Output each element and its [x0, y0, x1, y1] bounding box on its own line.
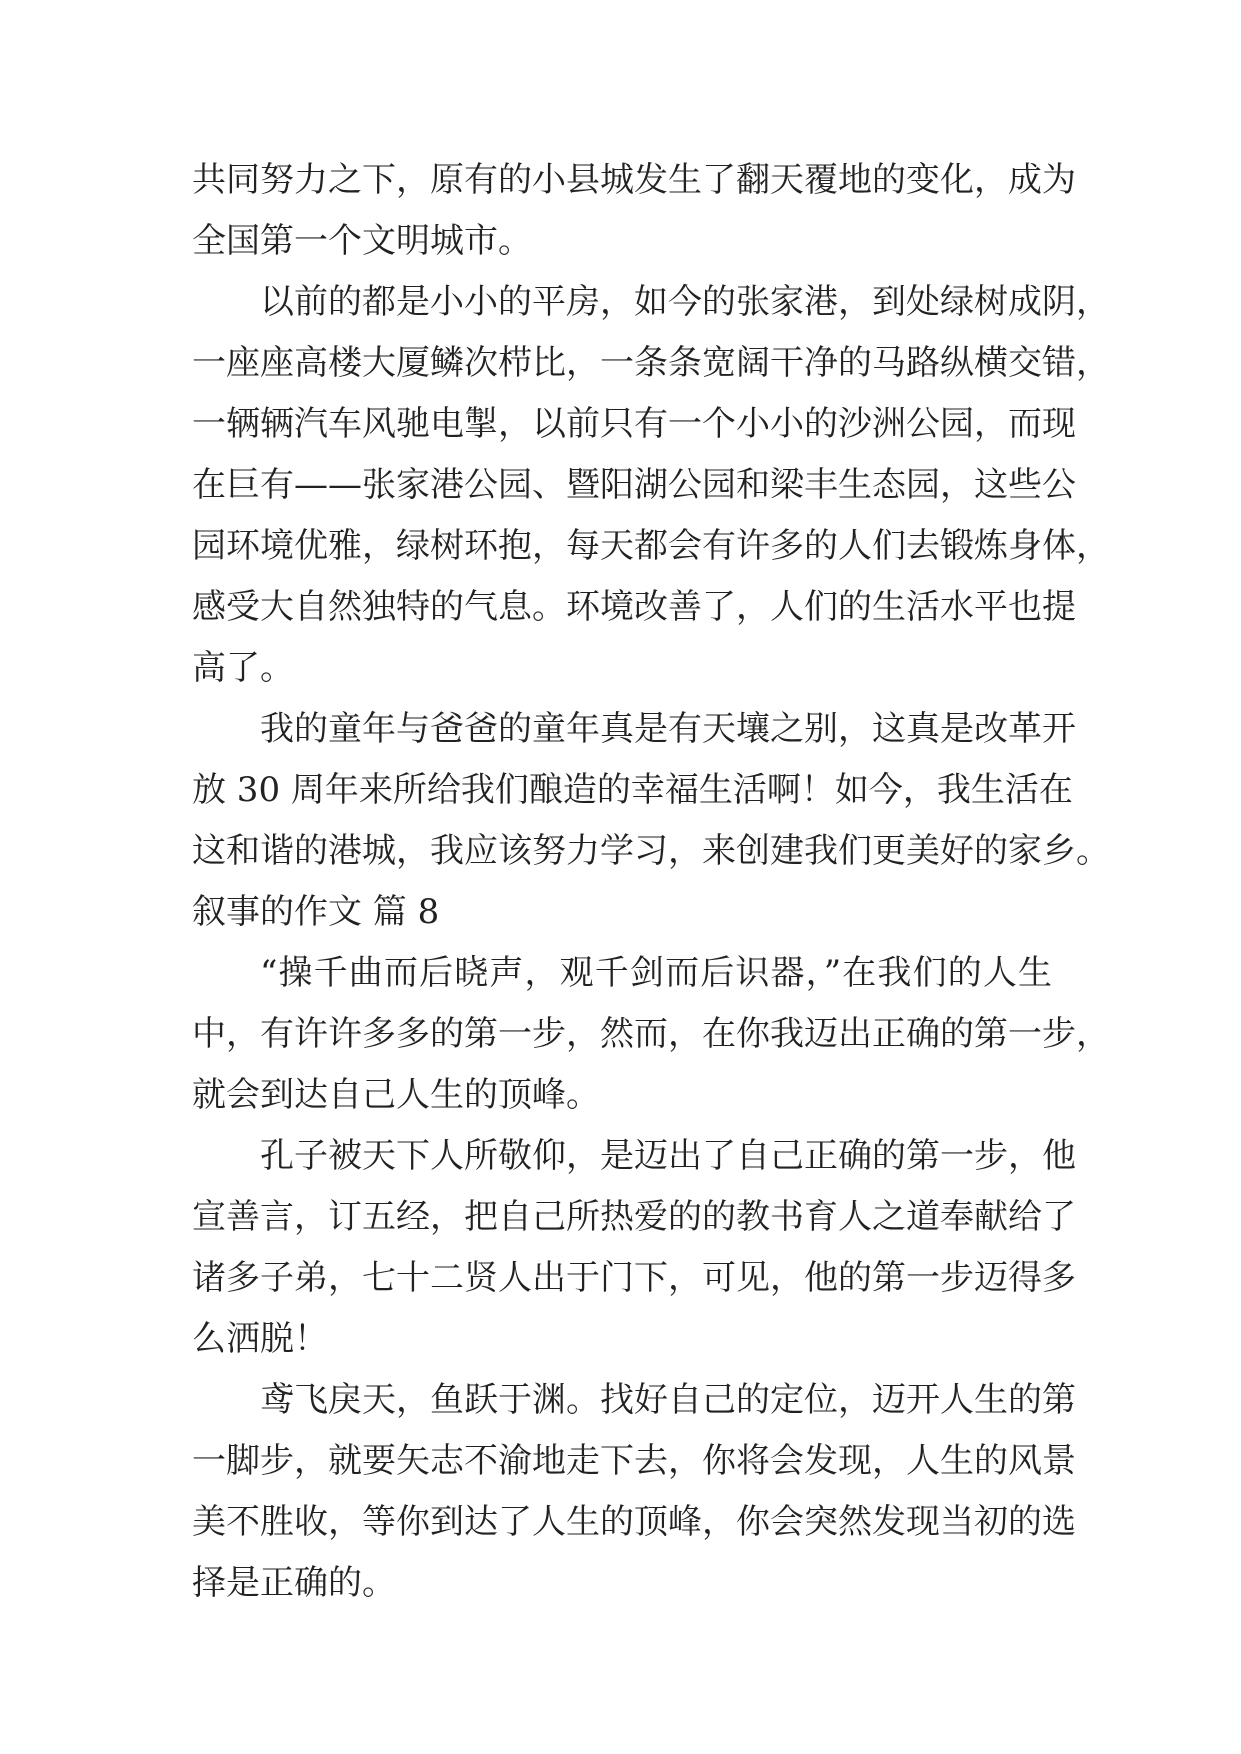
- text-line: 我的童年与爸爸的童年真是有天壤之别，这真是改革开: [260, 709, 1076, 749]
- text-line: 在巨有——张家港公园、暨阳湖公园和梁丰生态园，这些公: [192, 465, 1076, 505]
- text-line: 一辆辆汽车风驰电掣，以前只有一个小小的沙洲公园，而现: [192, 404, 1076, 444]
- text-line: 高了。: [192, 648, 294, 688]
- section-heading: 叙事的作文 篇 8: [192, 892, 440, 932]
- text-line: 诸多子弟，七十二贤人出于门下，可见，他的第一步迈得多: [192, 1258, 1076, 1298]
- text-line: 全国第一个文明城市。: [192, 221, 532, 261]
- text-line: 这和谐的港城，我应该努力学习，来创建我们更美好的家乡。: [192, 831, 1110, 871]
- text-line: 共同努力之下，原有的小县城发生了翻天覆地的变化，成为: [192, 160, 1076, 200]
- essay-text: [192, 150, 1110, 1614]
- text-line: 一脚步，就要矢志不渝地走下去，你将会发现，人生的风景: [192, 1441, 1076, 1481]
- text-line: 鸢飞戾天，鱼跃于渊。找好自己的定位，迈开人生的第: [260, 1380, 1076, 1420]
- text-line: “操千曲而后晓声，观千剑而后识器，”在我们的人生: [260, 953, 1052, 993]
- text-line: 么洒脱！: [192, 1319, 328, 1359]
- text-line: 一座座高楼大厦鳞次栉比，一条条宽阔干净的马路纵横交错，: [192, 343, 1110, 383]
- text-line: 中，有许许多多的第一步，然而，在你我迈出正确的第一步，: [192, 1014, 1110, 1054]
- text-line: 宣善言，订五经，把自己所热爱的的教书育人之道奉献给了: [192, 1197, 1076, 1237]
- text-line: 择是正确的。: [192, 1563, 396, 1603]
- text-line: 放 30 周年来所给我们酿造的幸福生活啊！如今，我生活在: [192, 770, 1073, 810]
- text-line: 孔子被天下人所敬仰，是迈出了自己正确的第一步，他: [260, 1136, 1076, 1176]
- text-line: 园环境优雅，绿树环抱，每天都会有许多的人们去锻炼身体，: [192, 526, 1110, 566]
- text-line: 以前的都是小小的平房，如今的张家港，到处绿树成阴，: [260, 282, 1110, 322]
- text-line: 美不胜收，等你到达了人生的顶峰，你会突然发现当初的选: [192, 1502, 1076, 1542]
- text-line: 感受大自然独特的气息。环境改善了，人们的生活水平也提: [192, 587, 1076, 627]
- text-line: 就会到达自己人生的顶峰。: [192, 1075, 600, 1115]
